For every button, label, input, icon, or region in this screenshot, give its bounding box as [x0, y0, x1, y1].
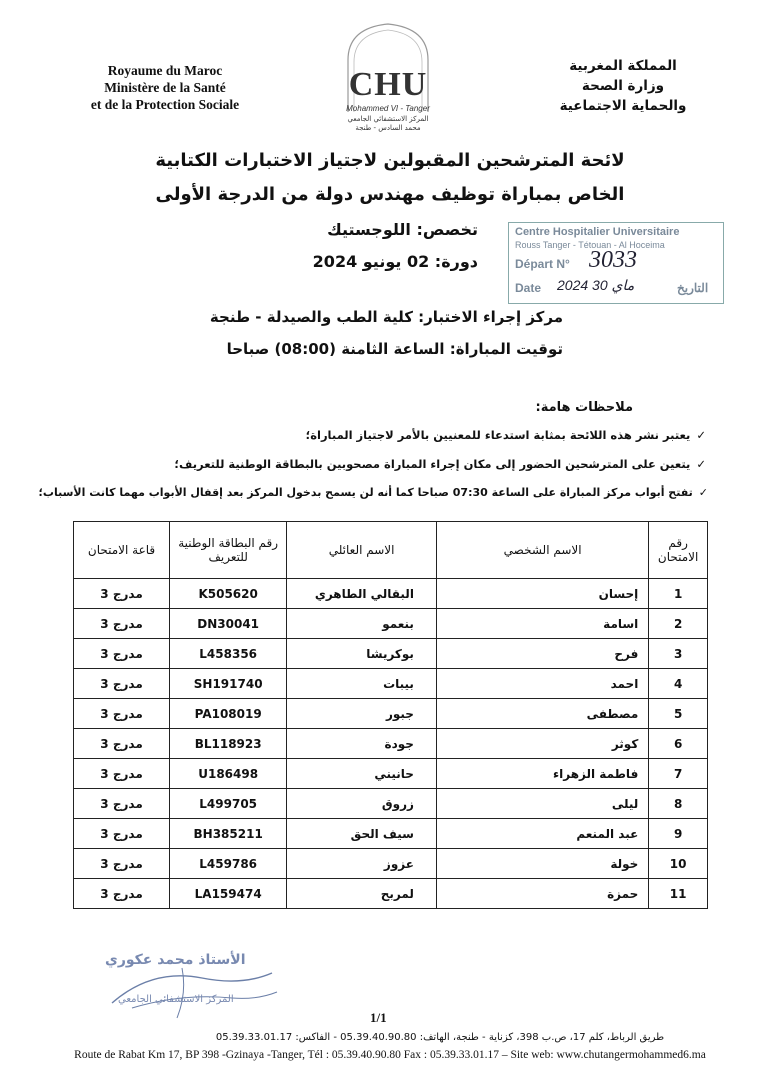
check-icon: ✓ [696, 428, 706, 442]
cell-first-name: احمد [436, 669, 648, 699]
stamp-line1: Centre Hospitalier Universitaire [515, 226, 680, 238]
stamp-ar-date-label: التاريخ [677, 281, 709, 295]
cell-first-name: اسامة [436, 609, 648, 639]
cell-exam-room: مدرج 3 [74, 699, 170, 729]
table-row [74, 669, 708, 699]
cell-national-id: PA108019 [170, 699, 287, 729]
header-national-id: رقم البطاقة الوطنية للتعريف [170, 522, 287, 579]
cell-last-name: لمربح [287, 879, 437, 909]
cell-first-name: فرح [436, 639, 648, 669]
cell-exam-number: 11 [649, 879, 708, 909]
table-header-row [74, 522, 708, 579]
cell-national-id: U186498 [170, 759, 287, 789]
session-date: دورة: 02 يونيو 2024 [312, 252, 478, 271]
stamp-line2: Rouss Tanger - Tétouan - Al Hoceima [515, 240, 665, 250]
note-text: يعتبر نشر هذه اللائحة بمثابة استدعاء للمعنيين بالأمر لاجتياز المباراة؛ [305, 428, 691, 442]
header-ar-line3: والحماية الاجتماعية [559, 98, 687, 114]
header-fr-line1: Royaume du Maroc [107, 63, 223, 78]
cell-national-id: SH191740 [170, 669, 287, 699]
specialty: تخصص: اللوجستيك [327, 220, 478, 239]
table-row [74, 789, 708, 819]
cell-national-id: BL118923 [170, 729, 287, 759]
table-row [74, 579, 708, 609]
header-first-name: الاسم الشخصي [436, 522, 648, 579]
cell-last-name: سيف الحق [287, 819, 437, 849]
cell-first-name: فاطمة الزهراء [436, 759, 648, 789]
exam-time: توقيت المباراة: الساعة الثامنة (08:00) صباحا [226, 340, 563, 358]
table-row [74, 759, 708, 789]
cell-last-name: بنعمو [287, 609, 437, 639]
logo-text: CHU [348, 66, 428, 103]
header-french [70, 62, 260, 113]
cell-exam-number: 6 [649, 729, 708, 759]
signatory-name: الأستاذ محمد عكوري [105, 952, 246, 968]
exam-center: مركز إجراء الاختبار: كلية الطب والصيدلة - طنجة [209, 308, 563, 326]
header-last-name: الاسم العائلي [287, 522, 437, 579]
header-arabic [548, 56, 698, 116]
header-fr-line2: Ministère de la Santé [104, 80, 226, 95]
page-number: 1/1 [370, 1010, 387, 1025]
cell-exam-number: 1 [649, 579, 708, 609]
cell-first-name: ليلى [436, 789, 648, 819]
cell-last-name: بوكريشا [287, 639, 437, 669]
table-row [74, 849, 708, 879]
cell-national-id: K505620 [170, 579, 287, 609]
header-ar-line2: وزارة الصحة [581, 78, 665, 94]
cell-exam-number: 10 [649, 849, 708, 879]
check-icon: ✓ [696, 457, 706, 471]
header-ar-line1: المملكة المغربية [569, 58, 677, 74]
note-item-1 [306, 428, 706, 442]
signature-stamp-text: المركز الاستشفائي الجامعي [118, 994, 234, 1005]
departure-stamp [508, 222, 724, 304]
check-icon: ✓ [698, 486, 708, 499]
cell-national-id: L458356 [170, 639, 287, 669]
cell-exam-number: 5 [649, 699, 708, 729]
stamp-date: 2024 ماي 30 [557, 277, 635, 293]
cell-national-id: LA159474 [170, 879, 287, 909]
cell-last-name: بيبات [287, 669, 437, 699]
note-item-3 [39, 486, 708, 499]
logo-arabic-line2: محمد السادس - طنجة [355, 124, 421, 132]
cell-exam-room: مدرج 3 [74, 639, 170, 669]
cell-exam-number: 9 [649, 819, 708, 849]
stamp-number: 3033 [589, 247, 637, 273]
cell-national-id: L499705 [170, 789, 287, 819]
header-exam-number: رقم الامتحان [649, 522, 708, 579]
table-row [74, 639, 708, 669]
footer-french-address: Route de Rabat Km 17, BP 398 -Gzinaya -Tanger, Tél : 05.39.40.90.80 Fax : 05.39.33.01.17 – Site web: www.chutangermohammed6.ma [74, 1049, 706, 1061]
cell-first-name: مصطفى [436, 699, 648, 729]
note-text: يتعين على المترشحين الحضور إلى مكان إجراء المباراة مصحوبين بالبطاقة الوطنية للتعريف؛ [174, 457, 691, 471]
cell-last-name: عزوز [287, 849, 437, 879]
footer-arabic-address: طريق الرباط، كلم 17، ص.ب 398، كزناية - طنجة، الهاتف: 05.39.40.90.80 - الفاكس: 05.39.33.01.17 [215, 1032, 665, 1043]
cell-first-name: عبد المنعم [436, 819, 648, 849]
cell-exam-room: مدرج 3 [74, 669, 170, 699]
logo-arabic-line1: المركز الاستشفائي الجامعي [347, 115, 429, 123]
table-row [74, 729, 708, 759]
document-title-line1: لائحة المترشحين المقبولين لاجتياز الاختبارات الكتابية [155, 150, 625, 171]
cell-last-name: البقالي الطاهري [287, 579, 437, 609]
cell-first-name: كوثر [436, 729, 648, 759]
table-row [74, 699, 708, 729]
cell-national-id: L459786 [170, 849, 287, 879]
cell-exam-room: مدرج 3 [74, 579, 170, 609]
header-fr-line3: et de la Protection Sociale [90, 97, 240, 112]
header-exam-room: قاعة الامتحان [74, 522, 170, 579]
cell-exam-room: مدرج 3 [74, 789, 170, 819]
cell-exam-room: مدرج 3 [74, 609, 170, 639]
cell-exam-room: مدرج 3 [74, 879, 170, 909]
table-row [74, 609, 708, 639]
cell-national-id: DN30041 [170, 609, 287, 639]
stamp-date-label: Date [515, 281, 542, 295]
cell-national-id: BH385211 [170, 819, 287, 849]
cell-exam-room: مدرج 3 [74, 819, 170, 849]
note-text: تفتح أبواب مركز المباراة على الساعة 07:30 صباحا كما أنه لن يسمح بدخول المركز بعد إقفال الأبواب مهما كانت الأسباب؛ [38, 486, 693, 499]
cell-exam-number: 8 [649, 789, 708, 819]
note-item-2 [174, 457, 706, 471]
cell-exam-number: 7 [649, 759, 708, 789]
cell-last-name: حانيني [287, 759, 437, 789]
cell-first-name: إحسان [436, 579, 648, 609]
cell-first-name: خولة [436, 849, 648, 879]
cell-exam-number: 3 [649, 639, 708, 669]
candidates-table [73, 521, 708, 909]
cell-last-name: جودة [287, 729, 437, 759]
cell-exam-room: مدرج 3 [74, 759, 170, 789]
document-title-line2: الخاص بمباراة توظيف مهندس دولة من الدرجة الأولى [155, 184, 625, 205]
cell-last-name: جبور [287, 699, 437, 729]
cell-last-name: زروق [287, 789, 437, 819]
table-row [74, 879, 708, 909]
notes-title: ملاحظات هامة: [535, 400, 633, 415]
chu-logo [318, 20, 458, 130]
table-row [74, 819, 708, 849]
cell-exam-number: 4 [649, 669, 708, 699]
cell-exam-room: مدرج 3 [74, 849, 170, 879]
stamp-depart-label: Départ N° [515, 257, 570, 271]
logo-subtitle: Mohammed VI - Tanger [346, 104, 430, 113]
cell-first-name: حمزة [436, 879, 648, 909]
cell-exam-room: مدرج 3 [74, 729, 170, 759]
cell-exam-number: 2 [649, 609, 708, 639]
